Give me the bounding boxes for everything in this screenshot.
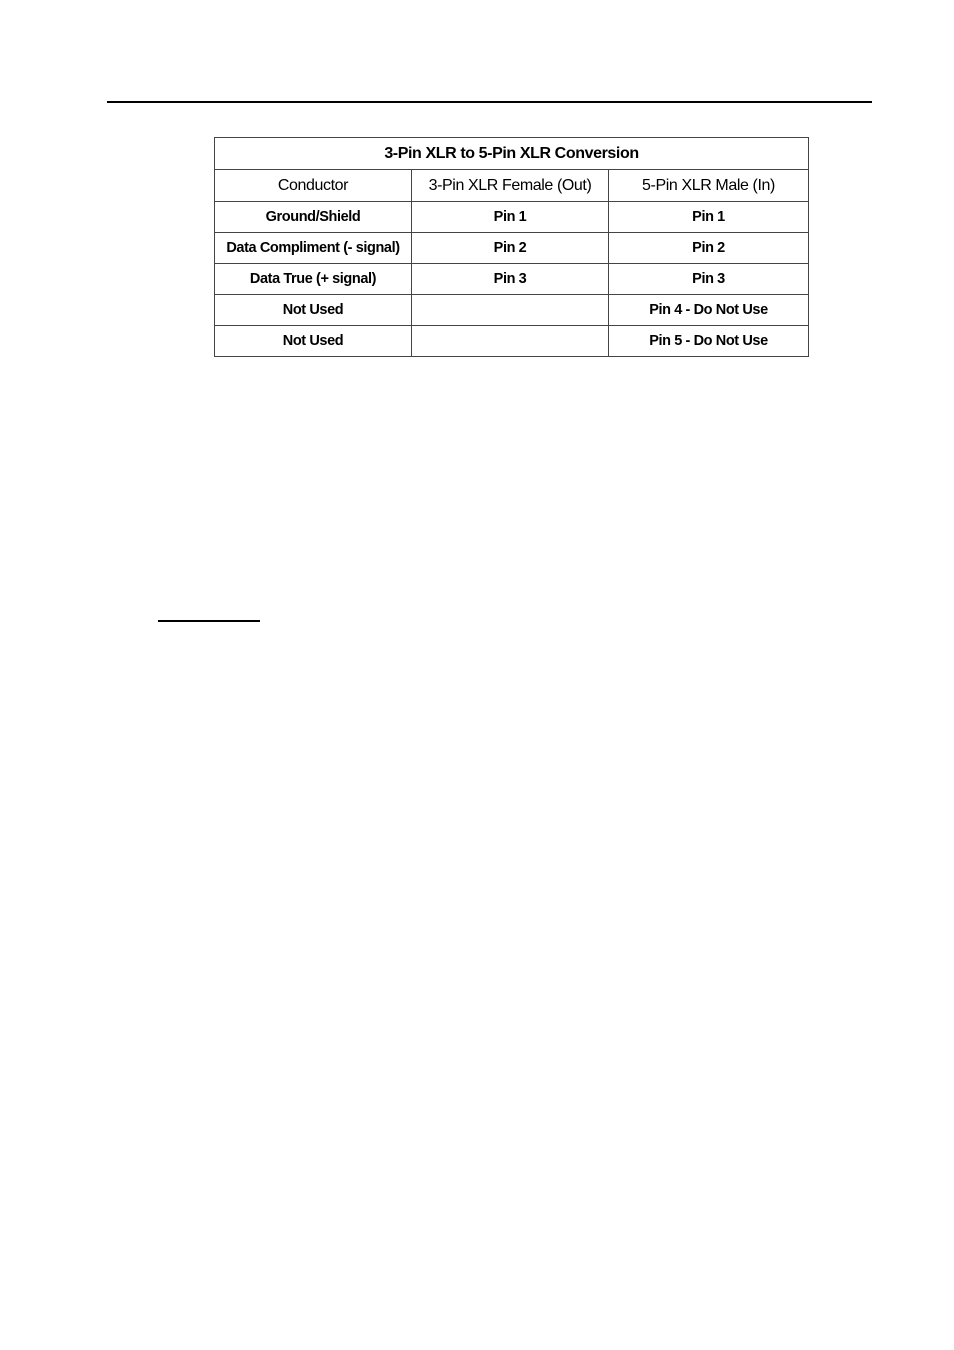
table-row [215, 233, 809, 264]
table-cell: Pin 3 [609, 264, 809, 295]
table-cell: Pin 2 [412, 233, 609, 264]
table-cell: Data True (+ signal) [215, 264, 412, 295]
table-row [215, 295, 809, 326]
table-cell: Data Compliment (- signal) [215, 233, 412, 264]
table-cell: Pin 4 - Do Not Use [609, 295, 809, 326]
table-header-row [215, 170, 809, 202]
table-title-row [215, 138, 809, 170]
column-header-conductor: Conductor [215, 170, 412, 202]
table-cell [412, 326, 609, 357]
column-header-3pin-female: 3-Pin XLR Female (Out) [412, 170, 609, 202]
table-row [215, 202, 809, 233]
table-cell: Pin 1 [412, 202, 609, 233]
table-cell: Not Used [215, 295, 412, 326]
table-cell: Pin 2 [609, 233, 809, 264]
column-header-5pin-male: 5-Pin XLR Male (In) [609, 170, 809, 202]
xlr-conversion-table [214, 137, 809, 357]
table-cell: Pin 5 - Do Not Use [609, 326, 809, 357]
table-cell [412, 295, 609, 326]
section-underline [158, 620, 260, 622]
table-row [215, 326, 809, 357]
table-cell: Not Used [215, 326, 412, 357]
table-row [215, 264, 809, 295]
table-cell: Ground/Shield [215, 202, 412, 233]
table-cell: Pin 3 [412, 264, 609, 295]
table-title: 3-Pin XLR to 5-Pin XLR Conversion [215, 138, 809, 170]
header-rule [107, 101, 872, 103]
table-cell: Pin 1 [609, 202, 809, 233]
